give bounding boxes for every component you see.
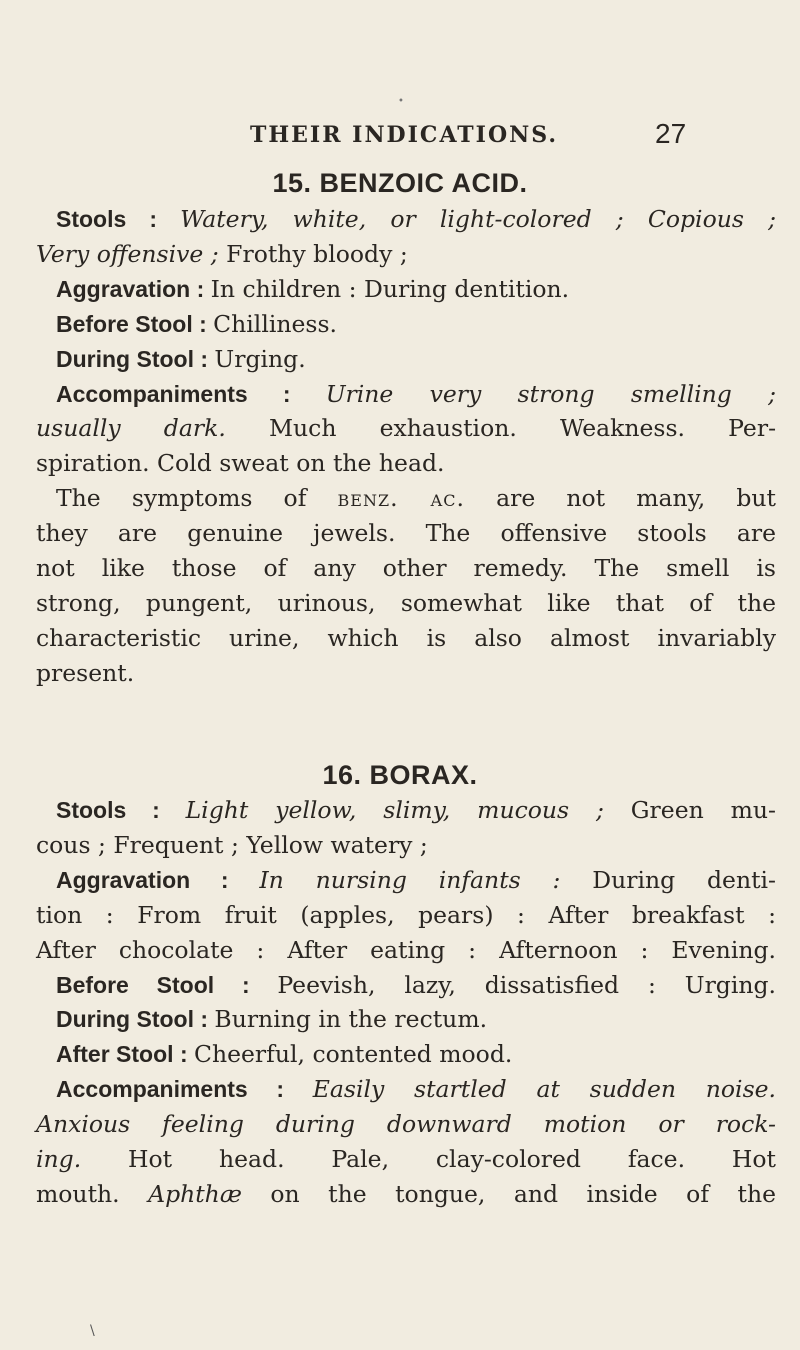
text-line [36,449,776,478]
rubric-label: Aggravation : [56,275,211,302]
text-segment: Aphthæ [148,1179,242,1208]
text-segment: usually dark. [36,414,269,443]
text-segment: Chilliness. [213,309,337,338]
text-line [56,379,776,408]
margin-mark: \ [90,1323,95,1339]
text-line [56,1040,776,1069]
text-line [36,900,776,929]
text-line [56,484,776,513]
text-line [36,519,776,548]
text-line [56,970,777,999]
text-segment: The symptoms of [56,484,338,513]
section-title-borax: 16. BORAX. [322,760,478,790]
text-segment: Burning in the rectum. [214,1005,488,1034]
text-segment: Urine very strong smelling ; [325,379,776,408]
text-segment: Light yellow, slimy, mucous ; [185,796,631,824]
text-segment: Anxious feeling during downward motion or rock- [36,1110,776,1139]
text-segment: Very offensive ; [36,239,227,268]
text-segment: mouth. [36,1179,149,1208]
text-segment: not like those of any other remedy. The smell is [36,554,776,582]
text-line [56,205,776,233]
text-segment: on the tongue, and inside of the [241,1179,776,1208]
text-segment: Watery, white, or light-colored ; Copious ; [180,205,776,233]
text-segment: In children : During dentition. [210,274,570,303]
text-segment: benz. ac. [337,484,465,513]
text-segment: Frothy bloody ; [226,239,408,268]
rubric-label: Stools : [56,206,181,232]
text-line [36,239,776,268]
text-segment: After chocolate : After eating : Afternoon : Evening. [36,935,776,964]
text-segment: Green mu- [630,796,776,824]
rubric-label: Before Stool : [56,310,214,337]
rubric-label: Accompaniments : [56,1076,313,1103]
text-line [56,1075,777,1104]
text-segment: Easily startled at sudden noise. [312,1075,777,1104]
text-line [56,1005,776,1034]
text-segment: characteristic urine, which is also almost invariably [36,623,776,652]
rubric-label: Aggravation : [56,866,260,893]
rubric-label: Stools : [56,797,186,823]
text-segment: tion : From fruit (apples, pears) : After breakfast : [36,900,776,929]
text-line [56,309,776,338]
text-segment: During denti- [592,865,777,894]
text-segment: they are genuine jewels. The offensive stools are [36,519,776,548]
text-line [36,935,776,964]
text-line [36,1110,776,1139]
text-line [36,588,776,617]
rubric-label: During Stool : [56,345,215,372]
text-segment: spiration. Cold sweat on the head. [36,449,445,478]
text-segment: Urging. [214,344,306,373]
rubric-label: Accompaniments : [56,380,326,407]
section-title-benzoic-acid: 15. BENZOIC ACID. [272,168,528,198]
text-line [36,623,776,652]
text-segment: Much exhaustion. Weakness. Per- [268,414,777,443]
text-segment: Peevish, lazy, dissatisfied : Urging. [277,970,777,999]
text-segment: ing. [36,1145,129,1173]
text-segment: In nursing infants : [259,865,593,894]
text-segment: present. [36,658,135,687]
text-segment: are not many, but [464,484,776,513]
rubric-label: During Stool : [56,1006,215,1033]
rubric-label: After Stool : [56,1041,194,1068]
text-segment: Cheerful, contented mood. [194,1040,513,1069]
text-line [56,274,776,303]
text-segment: Hot head. Pale, clay-colored face. Hot [128,1145,777,1173]
text-line [56,344,776,373]
rubric-label: Before Stool : [56,971,278,998]
page-number: 27 [655,118,687,149]
running-head [0,118,800,158]
text-line [36,554,776,582]
text-line [36,1179,776,1208]
running-title: THEIR INDICATIONS. [250,122,559,148]
text-line [56,865,777,894]
text-line [36,830,776,859]
text-segment: strong, pungent, urinous, somewhat like that of the [36,588,776,617]
text-line [36,414,777,443]
text-line [36,1145,777,1173]
text-line [36,658,776,687]
print-speck: • [398,96,404,107]
text-line [56,796,776,824]
text-segment: cous ; Frequent ; Yellow watery ; [36,830,428,859]
